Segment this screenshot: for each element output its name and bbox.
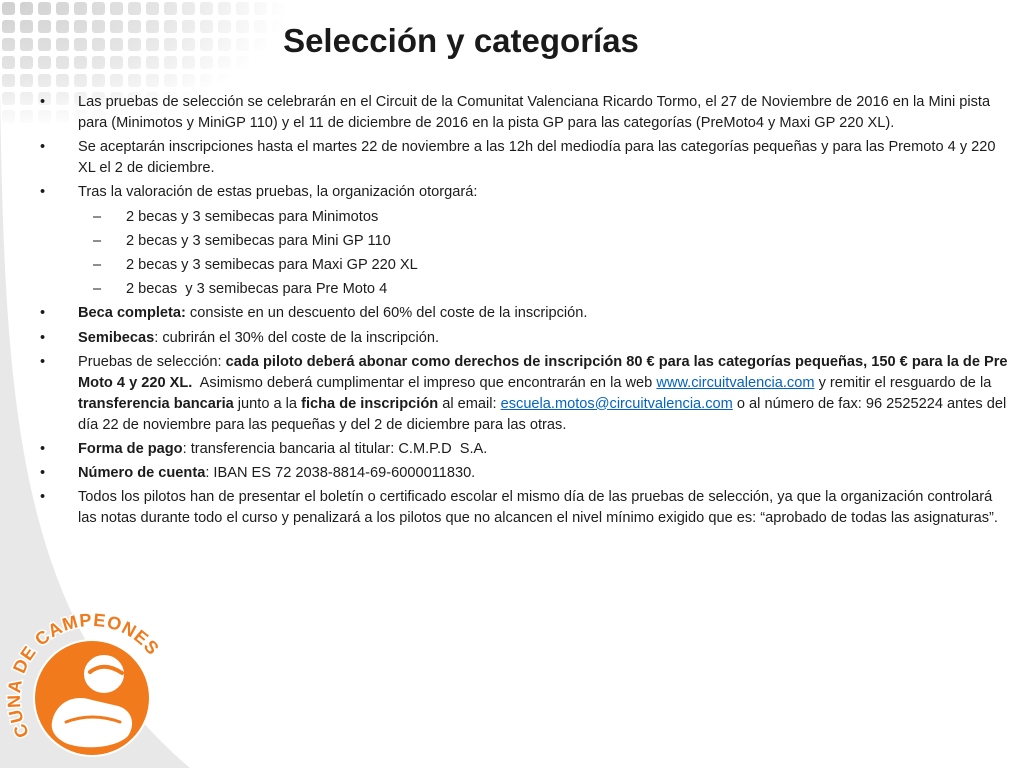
bullet-school-report [40,487,1010,529]
rider-helmet-icon [83,654,125,694]
award-item-text: 2 becas y 3 semibecas para Mini GP 110 [126,232,391,249]
registration-deadline-text: Se aceptarán inscripciones hasta el martes 22 de noviembre a las 12h del mediodía para las categorías pequeñas y para las Premoto 4 y 220 XL el 2 de diciembre. [78,139,1000,177]
selection-fees-after-website: y remitir el resguardo de la [814,374,996,391]
website-link[interactable]: www.circuitvalencia.com [656,374,815,391]
award-item-text: 2 becas y 3 semibecas para Minimotos [126,208,379,225]
awards-intro-text: Tras la valoración de estas pruebas, la organización otorgará: [78,184,478,201]
bullet-full-grant [40,303,1010,324]
selection-fees-email-lead: al email: [438,395,501,412]
full-grant-label: Beca completa: [78,305,186,322]
bullet-half-grant [40,328,1010,349]
selection-fees-amounts: cada piloto deberá abonar como derechos de inscripción 80 € para las categorías pequeñas, 150 € para la de Pre Moto 4 y 220 XL. [78,353,1012,391]
selection-dates-text: Las pruebas de selección se celebrarán en el Circuit de la Comunitat Valenciana Ricardo Tormo, el 27 de Noviembre de 2016 en la Mini pista para (Minimotos y MiniGP 110) y el 11 de diciembre de 2016 en la pista GP para las categorías (PreMoto4 y Maxi GP 220 XL). [78,94,995,131]
account-number-text: : IBAN ES 72 2038-8814-69-6000011830. [205,465,476,482]
award-item-text: 2 becas y 3 semibecas para Maxi GP 220 XL [126,256,418,273]
half-grant-label: Semibecas [78,329,155,346]
account-number-label: Número de cuenta [78,465,206,482]
logo-text-path: CUNA DE CAMPEONES [3,609,164,741]
award-item-minimotos [40,207,1010,228]
email-link[interactable]: escuela.motos@circuitvalencia.com [500,395,733,412]
award-item-mini-gp-110 [40,231,1010,252]
bullet-selection-fees [40,352,1010,436]
bullet-payment-method [40,439,1010,460]
registration-form-label: ficha de inscripción [301,395,439,412]
selection-fees-together: junto a la [233,395,302,412]
bullet-account-number [40,463,1010,484]
bullet-registration-deadline [40,137,1010,179]
bank-transfer-label: transferencia bancaria [78,395,234,412]
content-list [40,92,1010,529]
selection-fees-lead: Pruebas de selección: [78,353,226,370]
award-item-text: 2 becas y 3 semibecas para Pre Moto 4 [126,281,388,298]
school-report-text: Todos los pilotos han de presentar el boletín o certificado escolar el mismo día de las pruebas de selección, ya que la organización controlará las notas durante todo el curso y penalizará a los pilotos que no alcancen el nivel mínimo exigido que es: “aprobado de todas las asignaturas”. [78,489,998,527]
slide-title: Selección y categorías [283,22,639,59]
award-item-pre-moto-4 [40,279,1010,300]
award-item-maxi-gp-220-xl [40,255,1010,276]
half-grant-text: : cubrirán el 30% del coste de la inscripción. [154,329,439,346]
bullet-awards-intro [40,182,1010,203]
payment-method-label: Forma de pago [78,440,183,457]
selection-fees-form-text: Asimismo deberá cumplimentar el impreso que encontrarán en la web [192,374,657,391]
full-grant-text: consiste en un descuento del 60% del coste de la inscripción. [185,305,588,322]
bullet-selection-dates [40,92,1010,134]
selection-fees-closing: o al número de fax: 96 2525224 antes del día 22 de noviembre para las pequeñas y del 2 de diciembre para las otras. [78,395,1011,433]
payment-method-text: : transferencia bancaria al titular: C.M.P.D S.A. [182,440,488,457]
cuna-de-campeones-logo [0,590,200,768]
